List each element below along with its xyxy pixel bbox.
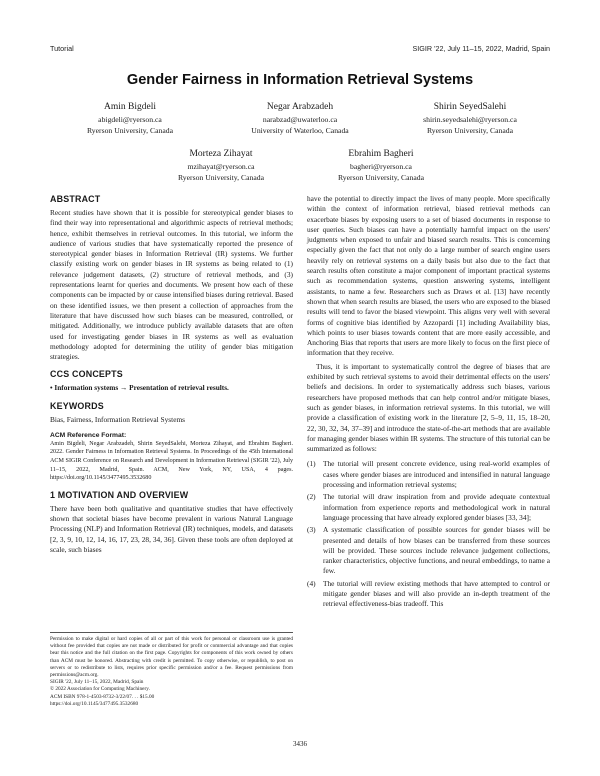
ccs-text: • Information systems → Presentation of retrieval results. (50, 383, 229, 393)
permission-isbn: ACM ISBN 978-1-4503-8732-3/22/07. . . $15.00 (50, 693, 155, 700)
author-affiliation: Ryerson University, Canada (426, 126, 514, 135)
author-affiliation: Ryerson University, Canada (177, 173, 265, 182)
author-name: Morteza Zihayat (189, 149, 253, 159)
list-item: (2) The tutorial will draw inspiration from and provide adequate contextual information from experience reports and methodological work in natural language processing that have already explored gender biases [33, 34]; (307, 492, 550, 522)
abstract-text: Recent studies have shown that it is possible for stereotypical gender biases to find their way into representational and algorithmic aspects of retrieval methods; hence, exhibit themselves in retrieval outcomes. In this tutorial, we inform the audience of various studies that have systematically reported the presence of stereotypical gender biases in Information Retrieval (IR) systems. We further classify existing work on gender biases in IR systems as being related to (1) relevance judgement datasets, (2) structure of retrieval methods, and (3) representations learnt for queries and documents. We present how each of these components can be impacted by or cause intensified biases during retrieval. Based on these identified issues, we then present a collection of approaches from the literature that have discussed how such biases can be measured, controlled, or mitigated. Additionally, we introduce publicly available datasets that are often used for investigating gender biases in IR systems as well as evaluation methodology adopted for determining the utility of gender bias mitigation strategies. (50, 208, 293, 362)
running-header-left: Tutorial (50, 44, 74, 53)
author-email: mzihayat@ryerson.ca (187, 162, 255, 171)
author-name: Negar Arabzadeh (266, 102, 334, 112)
motivation-paragraph-2: Thus, it is important to systematically control the degree of biases that are exhibited by such retrieval systems to avoid their detrimental effects on the users' beliefs and decisions. In order to systematically address such biases, various researchers have proposed methods that can help control and/or mitigate biases, such as gender biases, in information retrieval systems. In this tutorial, we will provide a classification of existing work in the literature [2, 5–9, 11, 15, 18–20, 22, 30, 32, 34, 37–39] and introduce the state-of-the-art methods that are available for managing gender biases within IR systems. The structure of this tutorial can be summarized as follows: (307, 361, 550, 454)
author-affiliation: Ryerson University, Canada (86, 126, 174, 135)
author-name: Shirin SeyedSalehi (433, 102, 507, 112)
author-affiliation: University of Waterloo, Canada (251, 126, 349, 135)
author-block (385, 101, 555, 136)
abstract-heading: ABSTRACT (50, 194, 101, 204)
permission-text: Permission to make digital or hard copies of all or part of this work for personal or classroom use is granted without fee provided that copies are not made or distributed for profit or commercial advantage and that copies bear this notice and the full citation on the first page. Copyrights for components of this work owned by others than ACM must be honored. Abstracting with credit is permitted. To copy otherwise, or republish, to post on servers or to redistribute to lists, requires prior specific permission and/or a fee. Request permissions from permissions@acm.org. (50, 636, 293, 679)
keywords-text: Bias, Fairness, Information Retrieval Systems (50, 415, 186, 425)
acm-reference-text: Amin Bigdeli, Negar Arabzadeh, Shirin SeyedSalehi, Morteza Zihayat, and Ebrahim Bagheri. 2022. Gender Fairness in Information Retrieval Systems. In Proceedings of the 45th International ACM SIGIR Conference on Research and Development in Information Retrieval (SIGIR '22), July 11–15, 2022, Madrid, Spain. ACM, New York, NY, USA, 4 pages. https://doi.org/10.1145/3477495.3532680 (50, 440, 293, 482)
list-item: (4) The tutorial will review existing methods that have attempted to control or mitigate gender biases and will also provide an in-depth treatment of the retrieval effectiveness-bias tradeoff. This (307, 578, 550, 609)
author-name: Amin Bigdeli (104, 102, 156, 112)
permission-venue: SIGIR '22, July 11–15, 2022, Madrid, Spain (50, 679, 144, 686)
motivation-paragraph-1-cont: have the potential to directly impact the lives of many people. More specifically within the context of information retrieval, biased retrieval methods can exacerbate biases by exposing users to a set of biased documents in response to user queries. Such biases can have a potentially harmful impact on the users' judgments when exposed to unfair and biased search results. This is concerning especially given the fact that not only do a large number of search engine users heavily rely on retrieval systems on a daily basis but also due to the fact that search results often constitute a major component of important practical systems such as recommendation systems, question answering systems, intelligent assistants, to name a few. Researchers such as Draws et al. [13] have recently shown that when search results are biased, the users who are exposed to the biased results will tend to favor the biased viewpoint. This aligns very well with several forms of cognitive bias identified by Azzopardi [1] including Availability bias, which points to user biases towards content that are more easily accessible, and Anchoring Bias that reports that users are more likely to focus on the first piece of information that they receive. (307, 194, 550, 358)
acm-reference-heading: ACM Reference Format: (50, 431, 127, 439)
motivation-paragraph-1-start: There have been both qualitative and quantitative studies that have effectively shown that societal biases have become prevalent in various Natural Language Processing (NLP) and Information Retrieval (IR) techniques, models, and datasets [2, 3, 9, 10, 12, 14, 16, 17, 23, 28, 34, 36]. Given these tools are often deployed at scale, such biases (50, 503, 293, 554)
author-affiliation: Ryerson University, Canada (337, 173, 425, 182)
author-block (296, 148, 466, 183)
keywords-heading: KEYWORDS (50, 401, 104, 412)
list-item: (3) A systematic classification of possible sources for gender biases will be presented and details of how biases can be transferred from these sources will be provided. These sources include relevance judgement collections, ranker characteristics, objective functions, and neural embeddings, to name a few. (307, 525, 550, 576)
motivation-heading: 1 MOTIVATION AND OVERVIEW (50, 489, 189, 500)
author-block (215, 101, 385, 136)
list-item: (1) The tutorial will present concrete evidence, using real-world examples of cases where gender biases are introduced and intensified in natural language processing and information retrieval systems; (307, 459, 550, 490)
paper-title: Gender Fairness in Information Retrieval Systems (126, 72, 474, 88)
author-block (45, 101, 215, 136)
permission-doi: https://doi.org/10.1145/3477495.3532680 (50, 700, 139, 707)
tutorial-structure-list (307, 459, 550, 609)
author-name: Ebrahim Bagheri (348, 149, 414, 159)
author-email: shirin.seyedsalehi@ryerson.ca (423, 115, 517, 124)
page-number: 3436 (293, 740, 307, 748)
author-email: abigdeli@ryerson.ca (98, 115, 162, 124)
left-column (50, 194, 293, 555)
running-header-right: SIGIR '22, July 11–15, 2022, Madrid, Spain (412, 44, 550, 53)
ccs-heading: CCS CONCEPTS (50, 369, 123, 380)
permission-footnote (50, 632, 293, 708)
right-column (307, 194, 550, 612)
author-block (136, 148, 306, 183)
author-email: bagheri@ryerson.ca (350, 162, 412, 171)
author-email: narabzad@uwaterloo.ca (262, 115, 338, 124)
permission-copyright: © 2022 Association for Computing Machinery. (50, 686, 150, 693)
